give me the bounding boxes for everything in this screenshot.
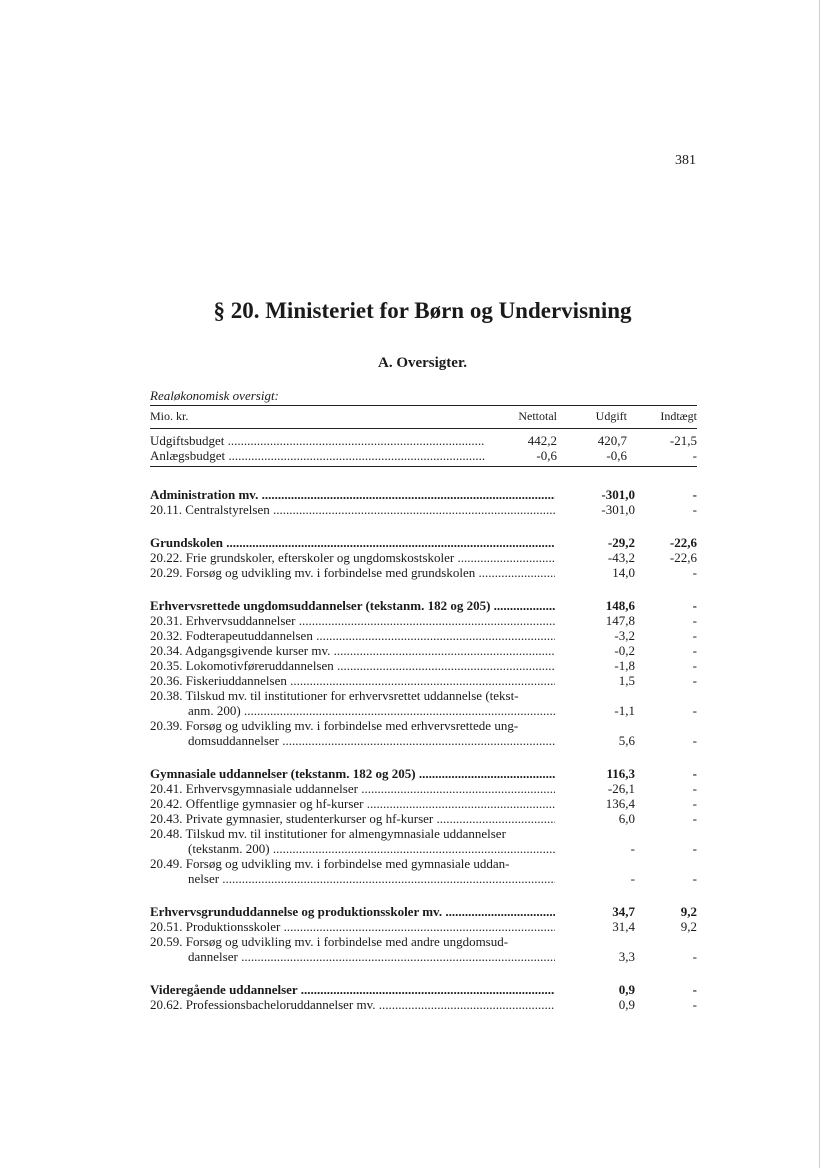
- header-nettotal: Nettotal: [518, 409, 557, 423]
- group-heading-udgift: 116,3: [606, 766, 635, 781]
- group-heading-indtaegt: -: [692, 487, 697, 502]
- table-row: [150, 718, 697, 733]
- row-indtaegt: -: [692, 781, 697, 796]
- row-label: 20.49. Forsøg og udvikling mv. i forbindelse med gymnasiale uddan-: [150, 856, 510, 871]
- table-row: [150, 658, 697, 673]
- budget-detail-table: [150, 485, 697, 1012]
- row-label: 20.59. Forsøg og udvikling mv. i forbindelse med andre ungdomsud-: [150, 934, 509, 949]
- table-row: [150, 613, 697, 628]
- group-heading-row: [150, 982, 697, 997]
- row-indtaegt: -22,6: [669, 550, 697, 565]
- group-heading-indtaegt: -: [692, 598, 697, 613]
- table-row: [150, 550, 697, 565]
- row-label: 20.51. Produktionsskoler .....: [150, 919, 555, 934]
- row-udgift: 31,4: [612, 919, 635, 934]
- row-indtaegt: -: [692, 643, 697, 658]
- row-label: 20.42. Offentlige gymnasier og hf-kurser .....: [150, 796, 555, 811]
- header-udgift: Udgift: [595, 409, 627, 423]
- row-udgift: -0,2: [614, 643, 635, 658]
- summary-caption: Realøkonomisk oversigt:: [150, 388, 279, 403]
- summary-row: [150, 433, 697, 448]
- row-udgift: 147,8: [605, 613, 635, 628]
- row-label: 20.29. Forsøg og udvikling mv. i forbindelse med grundskolen .....: [150, 565, 555, 580]
- table-row: [150, 628, 697, 643]
- row-udgift: 6,0: [618, 811, 635, 826]
- group-heading-row: [150, 535, 697, 550]
- row-label: 20.38. Tilskud mv. til institutioner for erhvervsrettet uddannelse (tekst-: [150, 688, 519, 703]
- row-udgift: -1,1: [614, 703, 635, 718]
- row-indtaegt: -: [692, 613, 697, 628]
- row-udgift: 136,4: [605, 796, 635, 811]
- summary-row-nettotal: 442,2: [527, 433, 557, 448]
- summary-row: [150, 448, 697, 463]
- section-title: A. Oversigter.: [377, 355, 467, 371]
- group-heading-row: [150, 598, 697, 613]
- page-title: § 20. Ministeriet for Børn og Undervisning: [213, 298, 632, 323]
- group-heading-row: [150, 487, 697, 502]
- table-row-continued: [150, 949, 697, 964]
- page-number: 381: [675, 153, 696, 168]
- table-row: [150, 502, 697, 517]
- summary-row-label: Udgiftsbudget .....: [150, 433, 485, 448]
- row-label: 20.35. Lokomotivføreruddannelsen .....: [150, 658, 555, 673]
- row-label: 20.48. Tilskud mv. til institutioner for almengymnasiale uddannelser: [150, 826, 506, 841]
- group-heading-label: Administration mv. .....: [150, 487, 555, 502]
- row-indtaegt: -: [692, 841, 697, 856]
- group-heading-indtaegt: -: [692, 766, 697, 781]
- row-label: 20.43. Private gymnasier, studenterkurser og hf-kurser .....: [150, 811, 555, 826]
- table-rule: [150, 466, 697, 467]
- row-indtaegt: -: [692, 628, 697, 643]
- table-row-continued: [150, 703, 697, 718]
- row-label: 20.34. Adgangsgivende kurser mv. .....: [150, 643, 555, 658]
- group-heading-label: Erhvervsgrunduddannelse og produktionsskoler mv. .....: [150, 904, 555, 919]
- table-row: [150, 856, 697, 871]
- group-heading-indtaegt: 9,2: [680, 904, 697, 919]
- row-label: 20.39. Forsøg og udvikling mv. i forbindelse med erhvervsrettede ung-: [150, 718, 519, 733]
- row-indtaegt: -: [692, 796, 697, 811]
- table-row: [150, 997, 697, 1012]
- header-indtaegt: Indtægt: [660, 409, 697, 423]
- row-label: 20.36. Fiskeriuddannelsen .....: [150, 673, 555, 688]
- group-heading-indtaegt: -: [692, 982, 697, 997]
- row-label-continued: dannelser .....: [188, 949, 555, 964]
- row-indtaegt: -: [692, 565, 697, 580]
- row-label: 20.31. Erhvervsuddannelser .....: [150, 613, 555, 628]
- summary-row-nettotal: -0,6: [536, 448, 557, 463]
- group-heading-udgift: -29,2: [607, 535, 635, 550]
- summary-row-udgift: 420,7: [597, 433, 627, 448]
- row-udgift: -: [630, 841, 635, 856]
- group-heading-udgift: -301,0: [601, 487, 635, 502]
- row-indtaegt: -: [692, 658, 697, 673]
- row-label: 20.32. Fodterapeutuddannelsen .....: [150, 628, 555, 643]
- row-udgift: -: [630, 871, 635, 886]
- row-label-continued: nelser .....: [188, 871, 555, 886]
- row-indtaegt: -: [692, 949, 697, 964]
- summary-row-indtaegt: -: [692, 448, 697, 463]
- summary-row-indtaegt: -21,5: [669, 433, 697, 448]
- table-row: [150, 688, 697, 703]
- group-heading-udgift: 148,6: [605, 598, 635, 613]
- row-label: 20.11. Centralstyrelsen .....: [150, 502, 555, 517]
- row-udgift: 0,9: [618, 997, 635, 1012]
- row-label: 20.22. Frie grundskoler, efterskoler og ungdomskostskoler .....: [150, 550, 555, 565]
- table-row: [150, 811, 697, 826]
- group-heading-label: Erhvervsrettede ungdomsuddannelser (tekstanm. 182 og 205) .....: [150, 598, 555, 613]
- table-row: [150, 565, 697, 580]
- row-indtaegt: -: [692, 703, 697, 718]
- row-udgift: -3,2: [614, 628, 635, 643]
- table-row-continued: [150, 871, 697, 886]
- row-indtaegt: -: [692, 733, 697, 748]
- row-label: 20.41. Erhvervsgymnasiale uddannelser .....: [150, 781, 555, 796]
- group-heading-row: [150, 904, 697, 919]
- row-label-continued: domsuddannelser .....: [188, 733, 555, 748]
- summary-row-label: Anlægsbudget .....: [150, 448, 485, 463]
- row-indtaegt: -: [692, 502, 697, 517]
- table-row: [150, 826, 697, 841]
- row-label-continued: anm. 200) .....: [188, 703, 555, 718]
- row-indtaegt: -: [692, 673, 697, 688]
- row-indtaegt: -: [692, 997, 697, 1012]
- table-row-continued: [150, 841, 697, 856]
- row-udgift: -301,0: [601, 502, 635, 517]
- table-row: [150, 673, 697, 688]
- table-row: [150, 643, 697, 658]
- group-heading-row: [150, 766, 697, 781]
- row-label: 20.62. Professionsbacheloruddannelser mv. .....: [150, 997, 555, 1012]
- row-label-continued: (tekstanm. 200) .....: [188, 841, 555, 856]
- group-heading-indtaegt: -22,6: [669, 535, 697, 550]
- row-udgift: 3,3: [618, 949, 635, 964]
- header-unit: Mio. kr.: [150, 409, 189, 423]
- group-heading-udgift: 34,7: [612, 904, 635, 919]
- row-indtaegt: -: [692, 811, 697, 826]
- page-edge-line: [819, 0, 820, 1168]
- table-row-continued: [150, 733, 697, 748]
- summary-header-row: [150, 406, 697, 428]
- row-indtaegt: 9,2: [680, 919, 697, 934]
- table-row: [150, 781, 697, 796]
- row-udgift: -43,2: [607, 550, 635, 565]
- table-row: [150, 796, 697, 811]
- row-udgift: -26,1: [607, 781, 635, 796]
- summary-table: [150, 405, 697, 467]
- table-row: [150, 919, 697, 934]
- row-udgift: -1,8: [614, 658, 635, 673]
- group-heading-udgift: 0,9: [618, 982, 635, 997]
- group-heading-label: Gymnasiale uddannelser (tekstanm. 182 og 205) .....: [150, 766, 555, 781]
- row-udgift: 5,6: [618, 733, 635, 748]
- summary-row-udgift: -0,6: [606, 448, 627, 463]
- group-heading-label: Videregående uddannelser .....: [150, 982, 555, 997]
- table-row: [150, 934, 697, 949]
- row-udgift: 14,0: [612, 565, 635, 580]
- row-indtaegt: -: [692, 871, 697, 886]
- row-udgift: 1,5: [618, 673, 635, 688]
- group-heading-label: Grundskolen .....: [150, 535, 555, 550]
